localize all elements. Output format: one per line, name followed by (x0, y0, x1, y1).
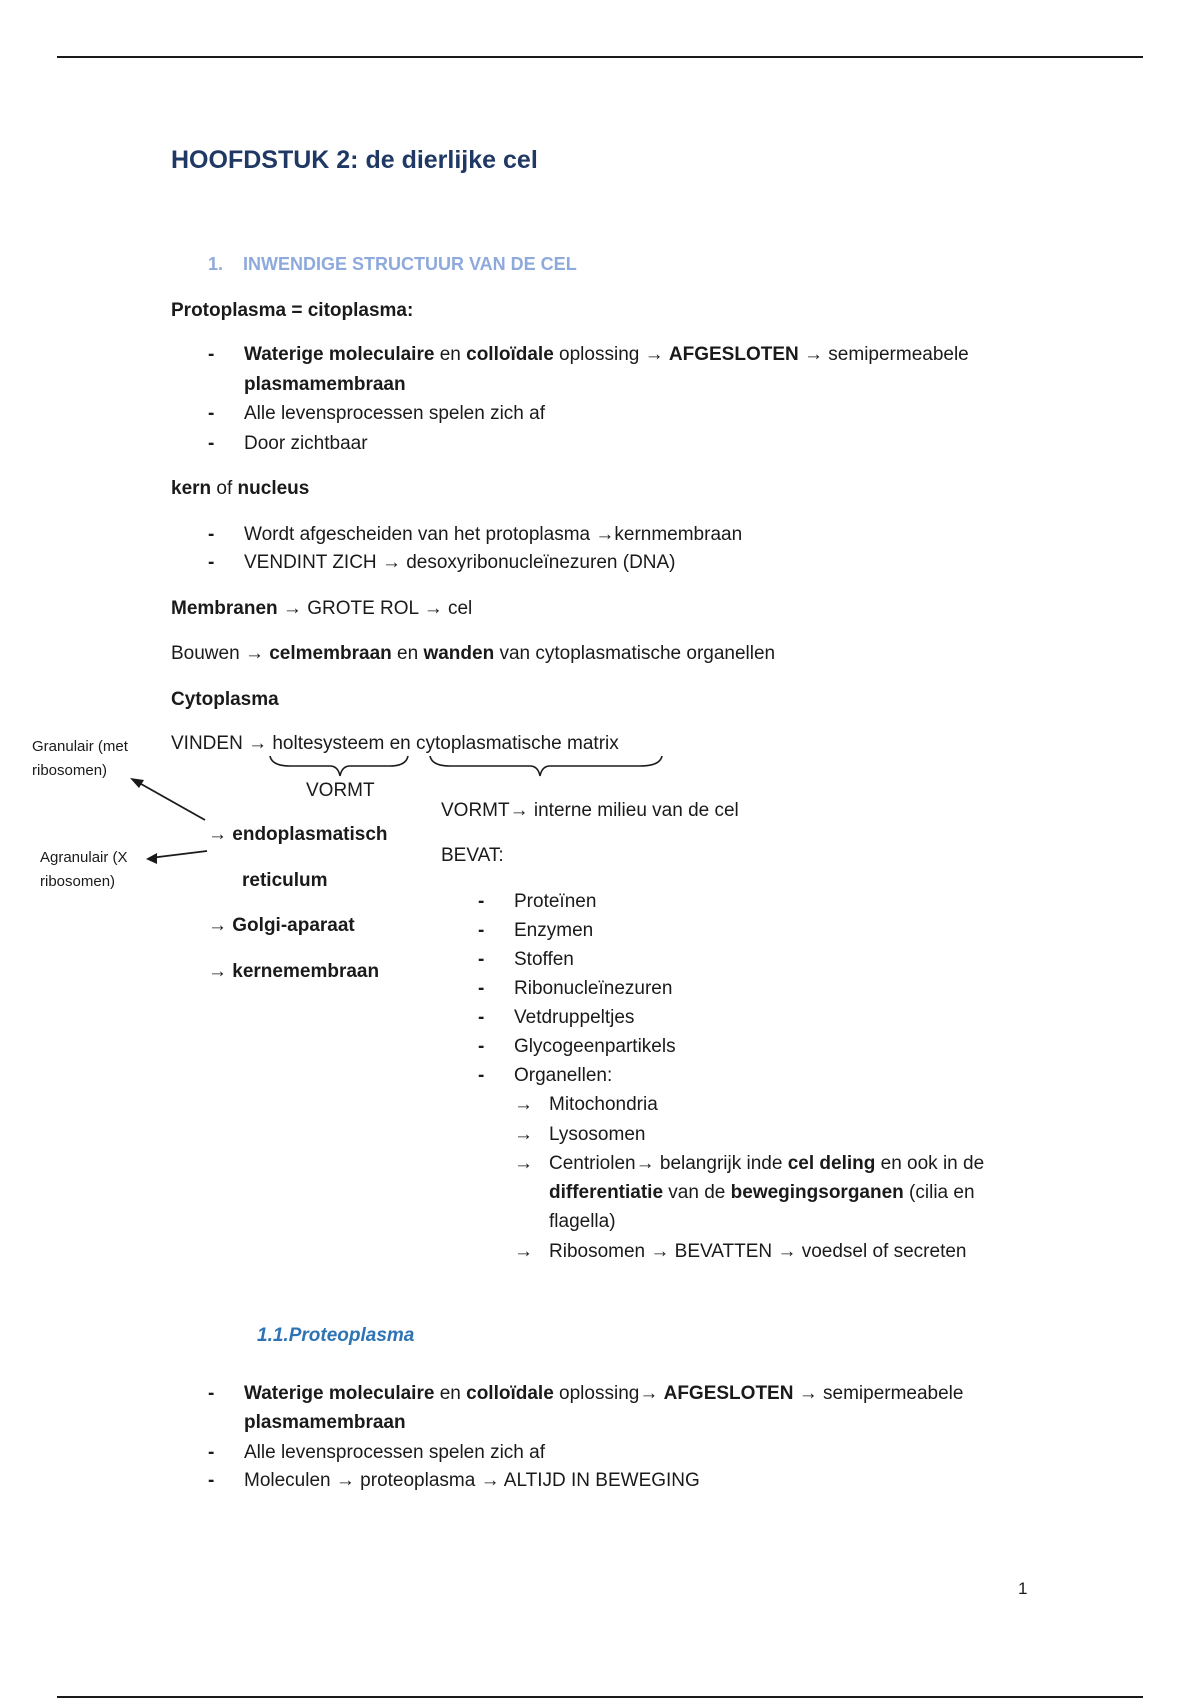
organel-item: Centriolen→ belangrijk inde cel deling en ook in de (549, 1153, 985, 1174)
list-item-continued: plasmamembraan (244, 374, 406, 395)
arrow-icon: → (509, 800, 529, 821)
kern-heading: kern of nucleus (171, 478, 310, 499)
bullet: - (208, 524, 215, 545)
vormt-right: VORMT→ interne milieu van de cel (441, 800, 739, 821)
arrow-icon: → (208, 915, 227, 936)
list-item: Vetdruppeltjes (514, 1007, 635, 1028)
bullet: - (478, 891, 485, 912)
list-item: Waterige moleculaire en colloïdale oplossing → AFGESLOTEN → semipermeabele (244, 344, 969, 365)
section-heading-1-1 (257, 1325, 414, 1347)
page-number: 1 (1018, 1579, 1028, 1598)
bullet: - (208, 433, 215, 454)
arrow-icon: → (514, 1124, 533, 1145)
arrow-icon: → (514, 1153, 533, 1174)
bullet: - (478, 1007, 485, 1028)
arrow-icon: → (335, 1470, 355, 1491)
bottom-rule (57, 1696, 1143, 1698)
list-item: Alle levensprocessen spelen zich af (244, 403, 546, 424)
list-item: Glycogeenpartikels (514, 1036, 676, 1057)
left-item-golgi: → Golgi-aparaat (208, 915, 355, 936)
arrow-icon: → (208, 961, 227, 982)
arrow-to-granulair (134, 780, 205, 820)
list-item: Alle levensprocessen spelen zich af (244, 1442, 546, 1463)
bullet: - (208, 552, 215, 573)
bullet: - (478, 949, 485, 970)
list-item: Door zichtbaar (244, 433, 368, 454)
list-item: VENDINT ZICH → desoxyribonucleïnezuren (DNA) (244, 552, 676, 573)
brace-holtesysteem (270, 756, 408, 776)
bouwen-line: Bouwen → celmembraan en wanden van cytoplasmatische organellen (171, 643, 776, 664)
protoplasma-heading: Protoplasma = citoplasma: (171, 300, 414, 321)
bullet: - (208, 344, 215, 365)
section-title: INWENDIGE STRUCTUUR VAN DE CEL (243, 254, 577, 274)
arrow-icon: → (282, 598, 302, 619)
bullet: - (478, 978, 485, 999)
list-item-continued: plasmamembraan (244, 1412, 406, 1433)
arrow-icon: → (248, 733, 268, 754)
bevat-label: BEVAT: (441, 845, 504, 866)
arrow-icon: → (381, 552, 401, 573)
list-item: Moleculen → proteoplasma → ALTIJD IN BEWEGING (244, 1470, 700, 1491)
left-item-reticulum: reticulum (242, 870, 328, 891)
organel-item: Ribosomen → BEVATTEN → voedsel of secreten (549, 1241, 967, 1262)
arrow-icon: → (514, 1241, 533, 1262)
arrow-to-agranulair (150, 851, 207, 858)
side-note-agranulair: Agranulair (X ribosomen) (40, 849, 128, 890)
list-item: Waterige moleculaire en colloïdale oplossing→ AFGESLOTEN → semipermeabele (244, 1383, 964, 1404)
list-item: Stoffen (514, 949, 574, 970)
organel-item-continued: flagella) (549, 1211, 616, 1232)
organel-item-continued: differentiatie van de bewegingsorganen (cilia en (549, 1182, 975, 1203)
list-item: Ribonucleïnezuren (514, 978, 673, 999)
arrow-icon: → (635, 1153, 655, 1174)
bullet: - (208, 1442, 215, 1463)
section-title: Proteoplasma (288, 1325, 415, 1346)
list-item: Wordt afgescheiden van het protoplasma →kernmembraan (244, 524, 743, 545)
arrow-icon: → (639, 1383, 659, 1404)
arrow-icon: → (595, 524, 615, 545)
bullet: - (478, 1065, 485, 1086)
arrow-icon: → (777, 1241, 797, 1262)
cytoplasma-heading: Cytoplasma (171, 689, 279, 710)
vinden-line: VINDEN → holtesysteem en cytoplasmatische matrix (171, 733, 619, 754)
arrowhead-granulair (130, 778, 144, 788)
arrow-icon: → (514, 1094, 533, 1115)
bullet: - (208, 1470, 215, 1491)
arrow-icon: → (208, 824, 227, 845)
arrow-icon: → (650, 1241, 670, 1262)
left-item-kernemembraan: → kernemembraan (208, 961, 380, 982)
bullet: - (208, 403, 215, 424)
bullet: - (478, 1036, 485, 1057)
section-number: 1.1. (257, 1325, 289, 1346)
arrow-icon: → (644, 344, 664, 365)
arrow-icon: → (244, 643, 264, 664)
list-item: Proteïnen (514, 891, 597, 912)
arrow-icon: → (798, 1383, 818, 1404)
organel-item: Lysosomen (549, 1124, 646, 1145)
organel-item: Mitochondria (549, 1094, 658, 1115)
page-title: HOOFDSTUK 2: de dierlijke cel (171, 146, 538, 174)
section-number: 1. (208, 254, 224, 274)
membranen-line: Membranen → GROTE ROL → cel (171, 598, 473, 619)
arrow-icon: → (423, 598, 443, 619)
vormt-left: VORMT (306, 780, 375, 801)
arrowhead-agranulair (146, 853, 157, 864)
arrow-icon: → (480, 1470, 500, 1491)
brace-matrix (430, 756, 662, 776)
arrow-icon: → (804, 344, 824, 365)
bullet: - (208, 1383, 215, 1404)
list-item: Enzymen (514, 920, 594, 941)
list-item: Organellen: (514, 1065, 613, 1086)
side-note-granulair: Granulair (met ribosomen) (32, 738, 128, 779)
bullet: - (478, 920, 485, 941)
left-item-endoplasmatisch: → endoplasmatisch (208, 824, 388, 845)
